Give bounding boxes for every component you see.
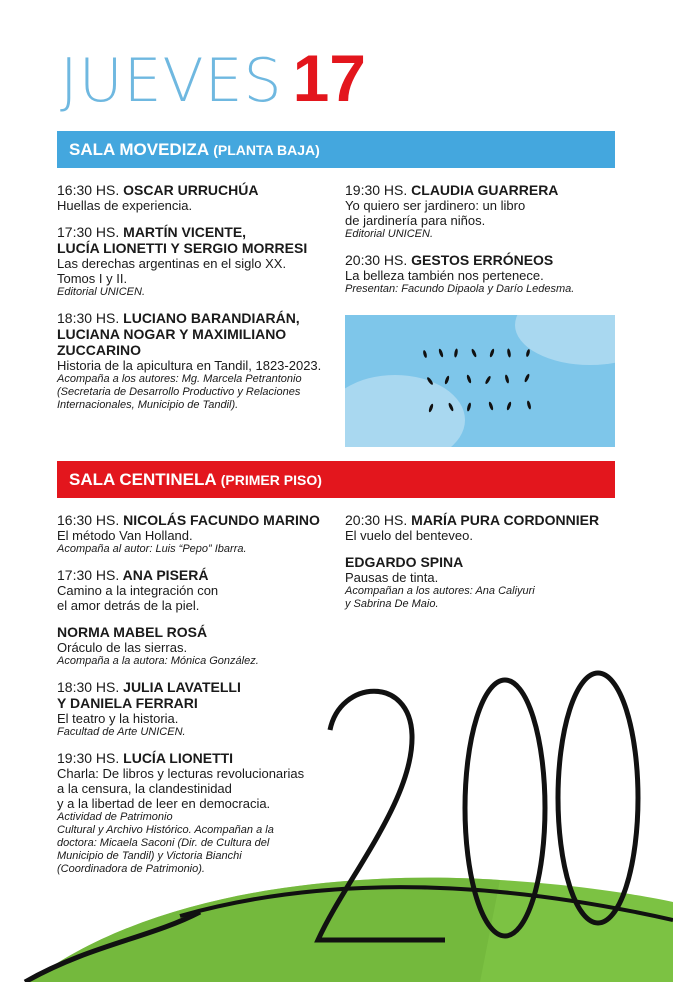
- event-time: 17:30 HS.: [57, 567, 120, 583]
- event-title: El método Van Holland.: [57, 528, 193, 543]
- event-title: Las derechas argentinas en el siglo XX.: [57, 256, 287, 271]
- event-note: doctora: Micaela Saconi (Dir. de Cultura del: [57, 837, 270, 849]
- event-author: MARÍA PURA CORDONNIER: [411, 512, 600, 528]
- sala-floor: (PRIMER PISO): [220, 472, 322, 488]
- event-title: Oráculo de las sierras.: [57, 640, 188, 655]
- sala-movediza-right-column: [345, 182, 615, 307]
- event-title: Historia de la apicultura en Tandil, 1823-2023.: [57, 358, 322, 373]
- sala-centinela-left-column: [57, 512, 342, 887]
- event-entry: [57, 224, 342, 299]
- event-author: EDGARDO SPINA: [345, 554, 464, 570]
- event-entry: [345, 252, 615, 296]
- event-author: LUCÍA LIONETTI: [123, 750, 234, 766]
- event-entry: [57, 310, 342, 412]
- event-title: el amor detrás de la piel.: [57, 598, 200, 613]
- day-number: 17: [292, 41, 366, 115]
- event-title: Tomos I y II.: [57, 271, 128, 286]
- event-note: Municipio de Tandil) y Victoria Bianchi: [57, 850, 242, 862]
- event-note: Internacionales, Municipio de Tandil).: [57, 399, 239, 411]
- artwork-image: [345, 315, 615, 447]
- event-entry: [57, 679, 342, 739]
- event-title: Huellas de experiencia.: [57, 198, 193, 213]
- event-entry: [345, 182, 615, 241]
- event-entry: [345, 554, 615, 611]
- event-entry: [57, 750, 342, 876]
- sala-movediza-header: [57, 131, 615, 168]
- event-title: Yo quiero ser jardinero: un libro: [345, 198, 526, 213]
- sala-name: SALA CENTINELA: [69, 470, 217, 489]
- event-entry: [57, 512, 342, 556]
- event-author: LUCIANA NOGAR Y MAXIMILIANO: [57, 326, 287, 342]
- event-author: LUCIANO BARANDIARÁN,: [123, 310, 300, 326]
- day-label: JUEVES: [60, 46, 283, 116]
- sala-name: SALA MOVEDIZA: [69, 140, 209, 159]
- event-note: Acompañan a los autores: Ana Caliyuri: [345, 585, 535, 597]
- event-note: Facultad de Arte UNICEN.: [57, 726, 186, 738]
- event-title: y a la libertad de leer en democracia.: [57, 796, 271, 811]
- event-title: a la censura, la clandestinidad: [57, 781, 232, 796]
- event-title: Charla: De libros y lecturas revolucionarias: [57, 766, 305, 781]
- event-author: ZUCCARINO: [57, 342, 141, 358]
- event-time: 19:30 HS.: [345, 182, 408, 198]
- event-title: Camino a la integración con: [57, 583, 219, 598]
- event-time: 18:30 HS.: [57, 679, 120, 695]
- sala-centinela-header: [57, 461, 615, 498]
- event-author: GESTOS ERRÓNEOS: [411, 252, 554, 268]
- event-note: Acompaña al autor: Luis “Pepo” Ibarra.: [57, 543, 247, 555]
- event-author: Y DANIELA FERRARI: [57, 695, 198, 711]
- event-author: NORMA MABEL ROSÁ: [57, 624, 208, 640]
- event-time: 20:30 HS.: [345, 252, 408, 268]
- event-note: Acompaña a la autora: Mónica González.: [57, 655, 259, 667]
- event-title: de jardinería para niños.: [345, 213, 486, 228]
- event-author: JULIA LAVATELLI: [123, 679, 241, 695]
- sala-movediza-left-column: [57, 182, 342, 423]
- event-author: LUCÍA LIONETTI Y SERGIO MORRESI: [57, 240, 308, 256]
- event-title: El teatro y la historia.: [57, 711, 179, 726]
- event-time: 17:30 HS.: [57, 224, 120, 240]
- event-author: MARTÍN VICENTE,: [123, 224, 247, 240]
- event-time: 19:30 HS.: [57, 750, 120, 766]
- event-note: (Secretaria de Desarrollo Productivo y Relaciones: [57, 386, 301, 398]
- event-entry: [345, 512, 615, 543]
- sala-floor: (PLANTA BAJA): [213, 142, 320, 158]
- sala-centinela-right-column: [345, 512, 615, 622]
- event-time: 20:30 HS.: [345, 512, 408, 528]
- event-author: CLAUDIA GUARRERA: [411, 182, 559, 198]
- event-time: 16:30 HS.: [57, 182, 120, 198]
- event-entry: [57, 567, 342, 613]
- event-title: Pausas de tinta.: [345, 570, 439, 585]
- event-note: Cultural y Archivo Histórico. Acompañan a la: [57, 824, 274, 836]
- event-entry: [57, 182, 342, 213]
- event-author: NICOLÁS FACUNDO MARINO: [123, 512, 320, 528]
- event-note: Presentan: Facundo Dipaola y Darío Ledesma.: [345, 283, 575, 295]
- event-time: 16:30 HS.: [57, 512, 120, 528]
- event-author: ANA PISERÁ: [122, 567, 209, 583]
- event-author: OSCAR URRUCHÚA: [123, 182, 259, 198]
- event-entry: [57, 624, 342, 668]
- event-note: y Sabrina De Maio.: [345, 598, 439, 610]
- event-note: Actividad de Patrimonio: [57, 811, 173, 823]
- event-note: (Coordinadora de Patrimonio).: [57, 863, 205, 875]
- event-note: Acompaña a los autores: Mg. Marcela Petrantonio: [57, 373, 302, 385]
- event-note: Editorial UNICEN.: [57, 286, 146, 298]
- event-title: El vuelo del benteveo.: [345, 528, 473, 543]
- page-title: [60, 40, 366, 116]
- event-note: Editorial UNICEN.: [345, 228, 434, 240]
- event-time: 18:30 HS.: [57, 310, 120, 326]
- event-title: La belleza también nos pertenece.: [345, 268, 544, 283]
